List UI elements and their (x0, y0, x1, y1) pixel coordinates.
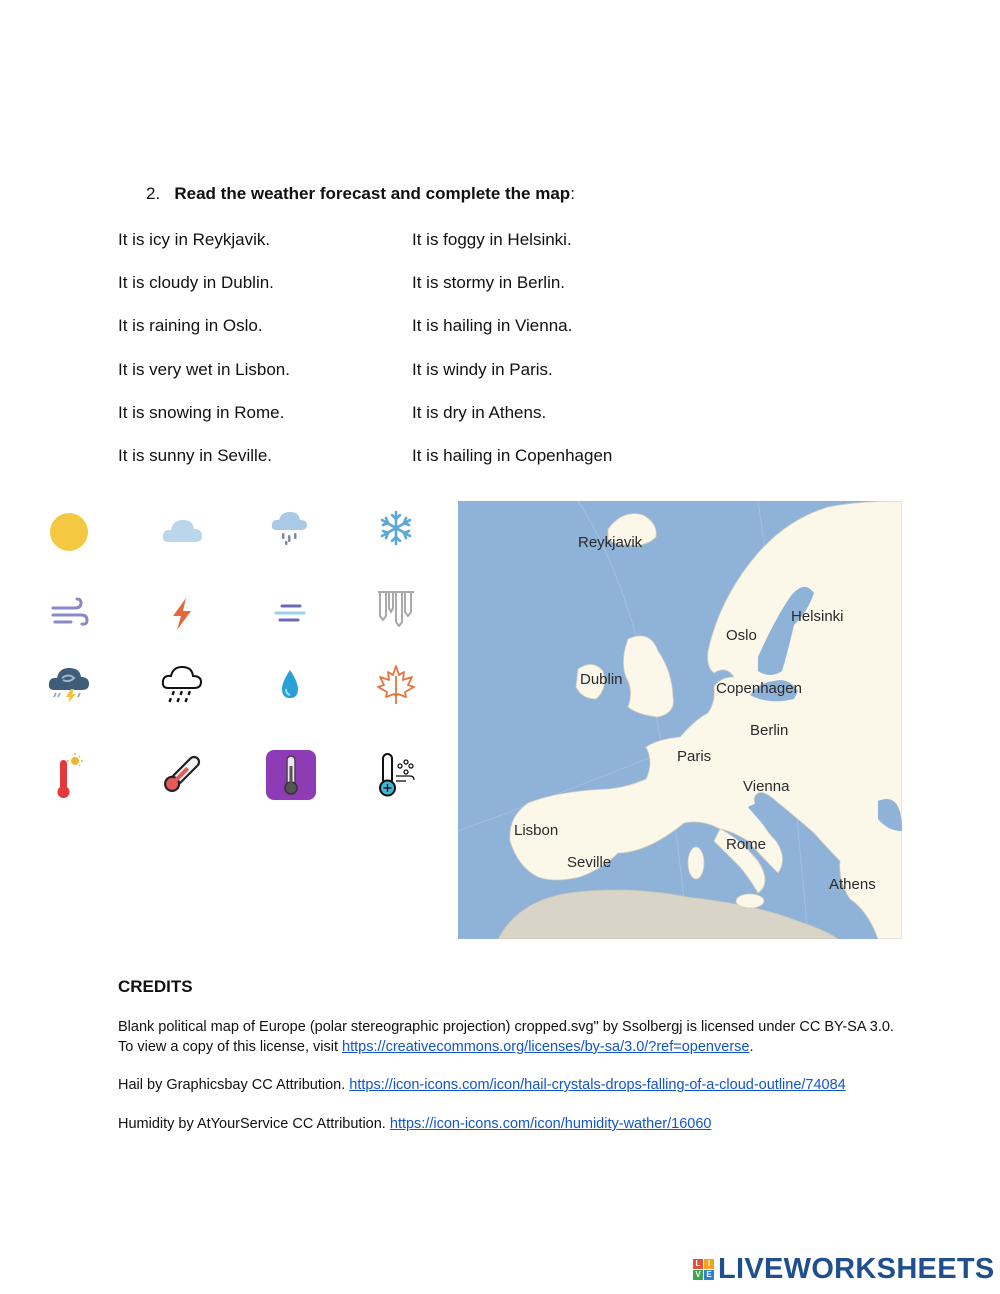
credit-humidity-link[interactable]: https://icon-icons.com/icon/humidity-wather/16060 (389, 1116, 712, 1132)
storm-icon[interactable] (47, 662, 91, 706)
credit-map-text: Blank political map of Europe (polar stereographic projection) cropped.svg" by Ssolbergj is licensed under CC BY-SA 3.0. To view a copy of this license, visit (118, 1019, 894, 1055)
wind-icon[interactable] (47, 592, 91, 636)
map-label-athens: Athens (829, 876, 876, 893)
logo-badge-letter: L (693, 1259, 703, 1269)
water-drop-icon[interactable] (268, 662, 312, 706)
icicles-icon[interactable] (374, 586, 418, 630)
credit-humidity-text: Humidity by AtYourService CC Attribution. (118, 1116, 390, 1132)
cloud-icon[interactable] (160, 508, 204, 552)
fog-icon[interactable] (268, 592, 312, 636)
map-label-seville: Seville (567, 854, 612, 871)
logo-badge-letter: E (704, 1270, 714, 1280)
credit-map-link[interactable]: https://creativecommons.org/licenses/by-sa/3.0/?ref=openverse (342, 1039, 750, 1055)
credit-hail-link[interactable]: https://icon-icons.com/icon/hail-crystals-drops-falling-of-a-cloud-outline/74084 (349, 1077, 846, 1093)
map-label-oslo: Oslo (726, 627, 757, 644)
map-label-berlin: Berlin (750, 722, 789, 739)
sentence: It is raining in Oslo. (118, 316, 263, 335)
europe-map[interactable] (458, 501, 902, 939)
logo-badge-letter: I (704, 1259, 714, 1269)
sentence: It is hailing in Copenhagen (412, 446, 613, 465)
sentence: It is foggy in Helsinki. (412, 230, 572, 249)
credit-hail-text: Hail by Graphicsbay CC Attribution. (118, 1077, 350, 1093)
sentence: It is dry in Athens. (412, 403, 547, 422)
map-label-rome: Rome (726, 836, 767, 853)
exercise-instruction: Read the weather forecast and complete the map (174, 184, 571, 203)
exercise-number: 2. (146, 184, 161, 203)
thermometer-app-icon[interactable] (266, 750, 316, 800)
credit-map-tail: . (749, 1039, 754, 1055)
rain-cloud-icon[interactable] (268, 506, 312, 550)
logo-badge (693, 1259, 714, 1280)
sun-icon[interactable] (47, 510, 91, 554)
sentence: It is hailing in Vienna. (412, 316, 573, 335)
maple-leaf-icon[interactable] (374, 662, 418, 706)
map-label-paris: Paris (677, 748, 712, 765)
map-label-reykjavik: Reykjavik (578, 534, 643, 551)
map-label-vienna: Vienna (743, 778, 790, 795)
thermometer-icon[interactable] (160, 752, 204, 796)
snowflake-icon[interactable] (374, 506, 418, 550)
sentence: It is snowing in Rome. (118, 403, 285, 422)
sentence: It is cloudy in Dublin. (118, 273, 274, 292)
hail-icon[interactable] (160, 662, 204, 706)
europe-map-drawing (458, 501, 902, 939)
sentence: It is stormy in Berlin. (412, 273, 566, 292)
credit-hail (118, 1075, 898, 1095)
map-label-dublin: Dublin (580, 671, 623, 688)
credits-title: CREDITS (118, 977, 193, 996)
map-label-lisbon: Lisbon (514, 822, 559, 839)
cold-thermometer-icon[interactable] (374, 752, 418, 796)
credit-humidity (118, 1114, 898, 1134)
sentence: It is very wet in Lisbon. (118, 360, 290, 379)
lightning-icon[interactable] (160, 592, 204, 636)
hot-thermometer-icon[interactable] (47, 752, 91, 796)
exercise-instruction-tail: : (570, 184, 575, 203)
sentence: It is icy in Reykjavik. (118, 230, 271, 249)
logo-badge-letter: V (693, 1270, 703, 1280)
credit-map (118, 1017, 898, 1057)
logo-wordmark: LIVEWORKSHEETS (718, 1252, 995, 1285)
map-label-helsinki: Helsinki (791, 608, 844, 625)
sentence: It is sunny in Seville. (118, 446, 273, 465)
liveworksheets-logo[interactable] (693, 1254, 995, 1284)
sentence: It is windy in Paris. (412, 360, 553, 379)
map-label-copenhagen: Copenhagen (716, 680, 802, 697)
exercise-heading (146, 184, 575, 204)
